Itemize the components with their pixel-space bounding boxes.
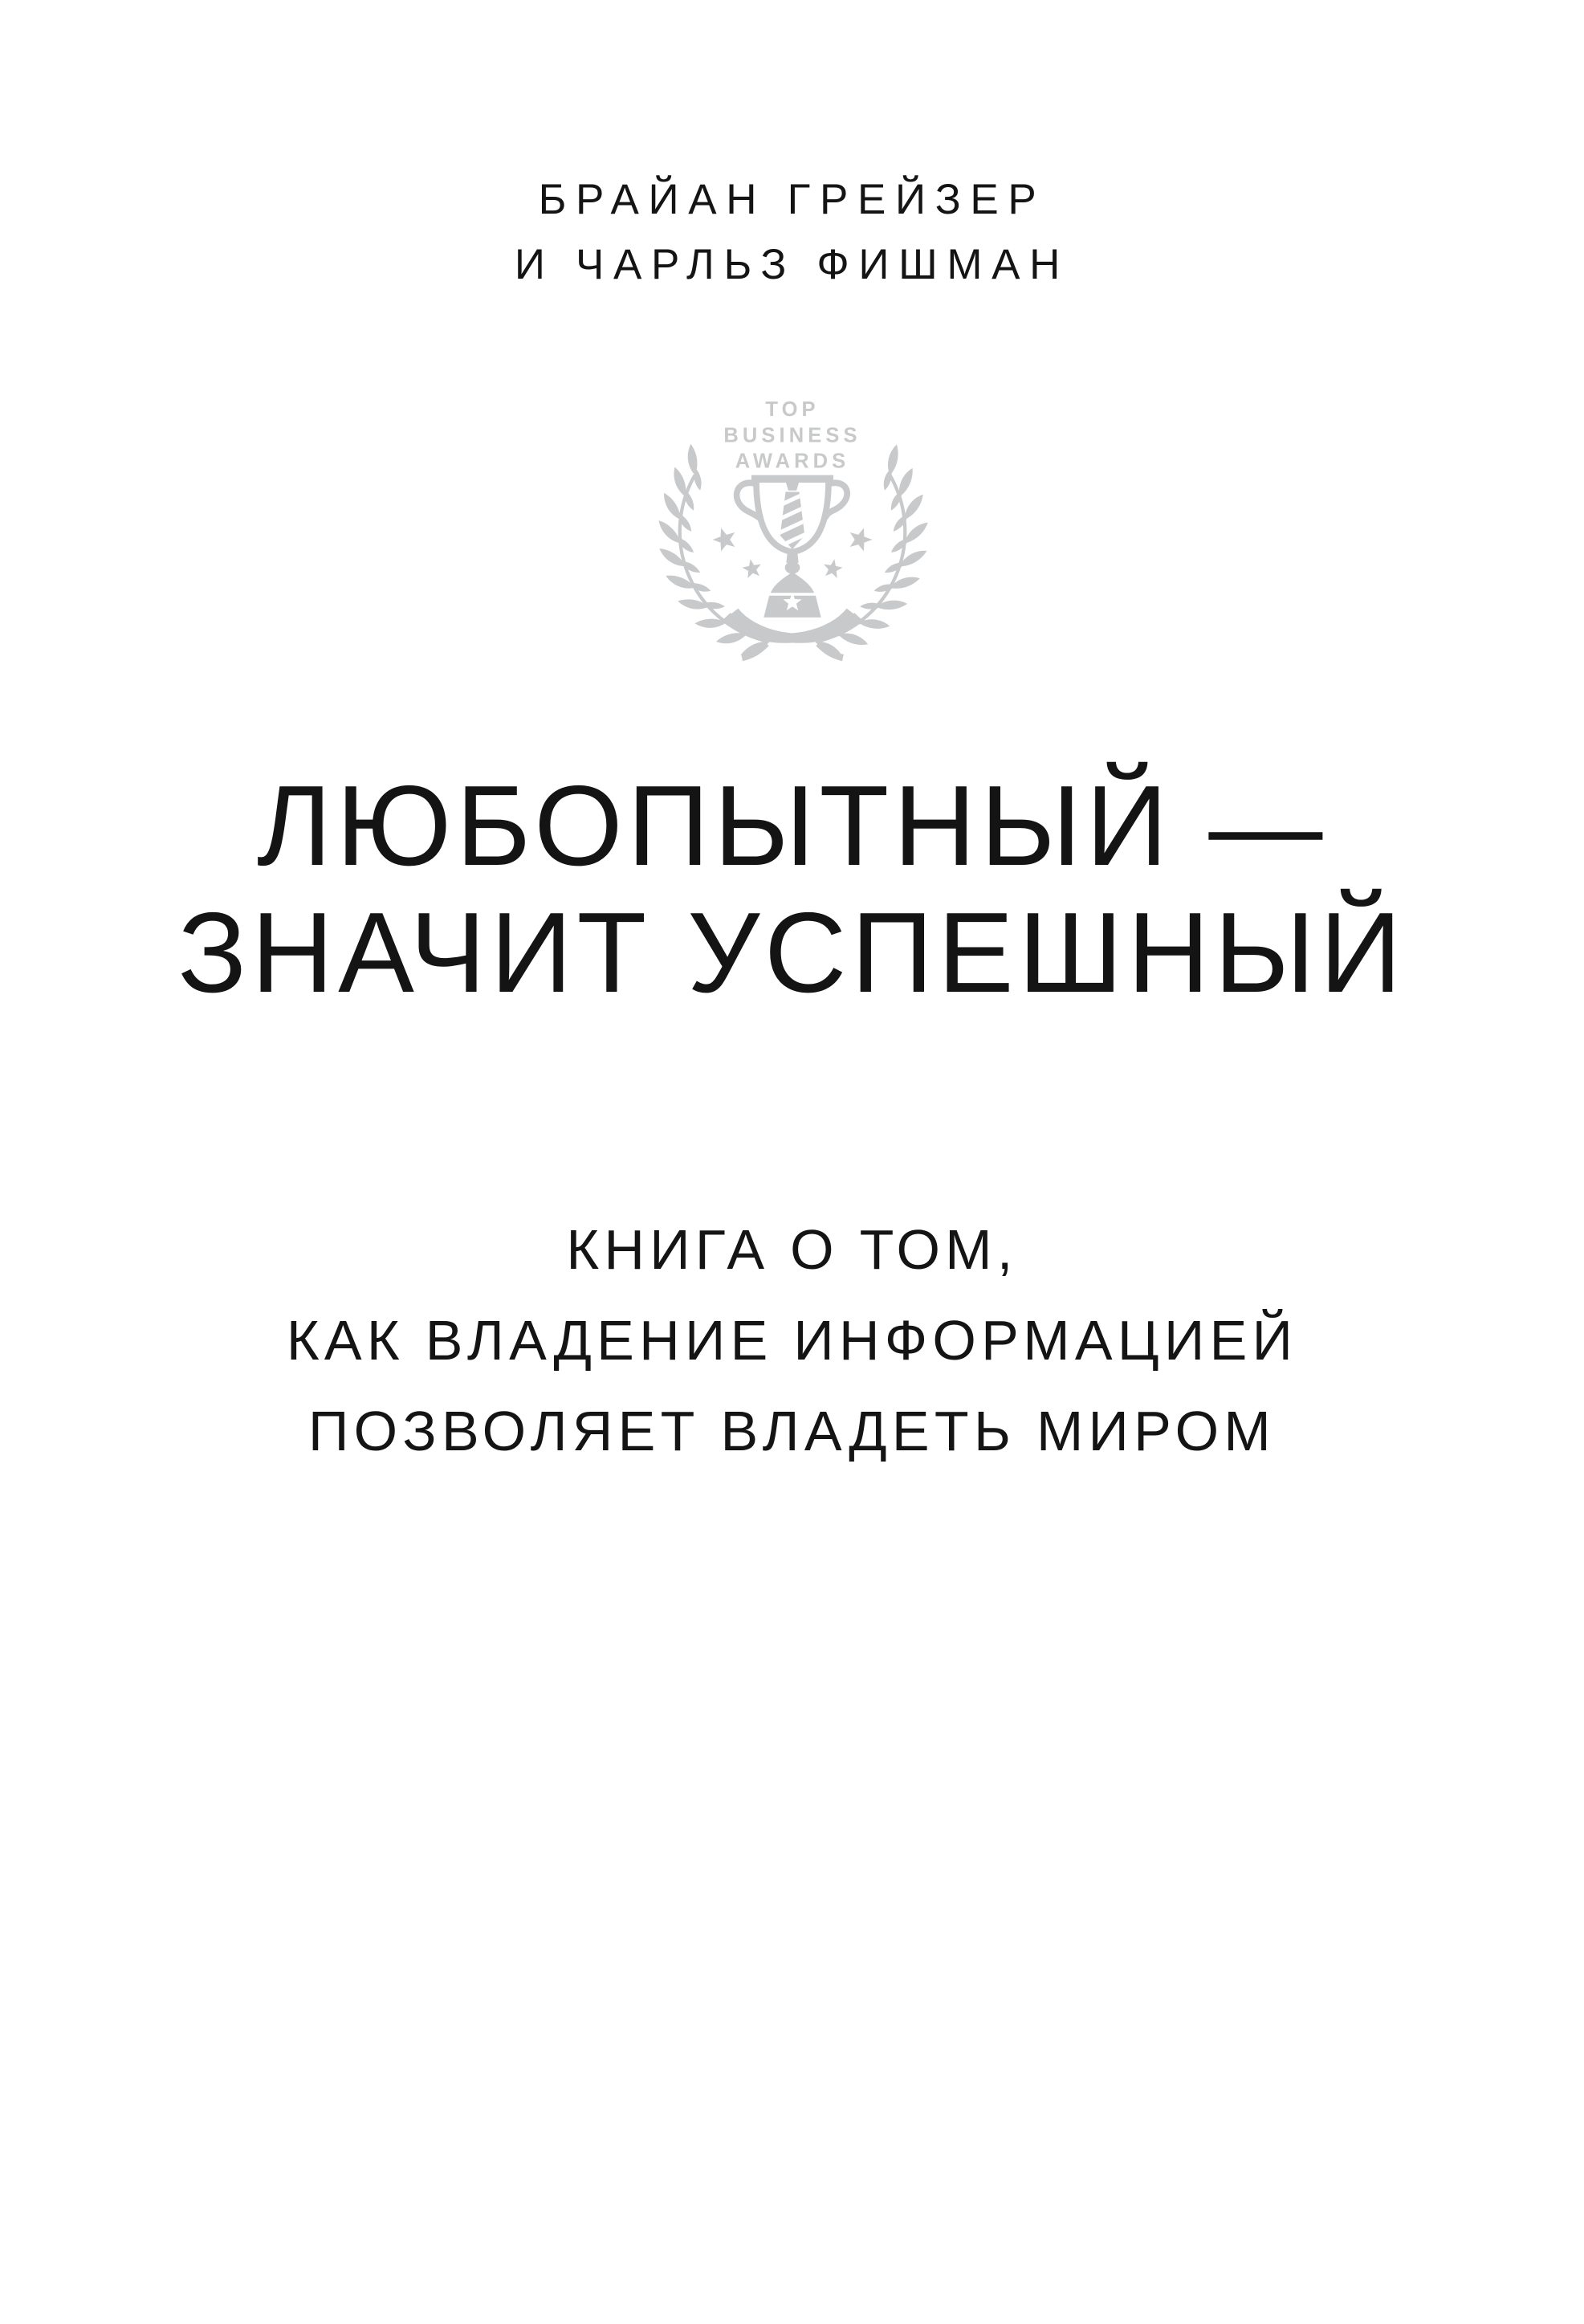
top-business-awards-logo xyxy=(656,376,929,663)
award-text-awards: AWARDS xyxy=(735,450,849,473)
title-line-1: ЛЮБОПЫТНЫЙ — xyxy=(256,762,1328,890)
award-text-business: BUSINESS xyxy=(723,424,861,447)
title-line-2: ЗНАЧИТ УСПЕШНЫЙ xyxy=(177,889,1407,1017)
award-text-top: TOP xyxy=(764,398,820,422)
award-emblem xyxy=(656,376,929,663)
book-subtitle xyxy=(0,1205,1584,1477)
authors-block xyxy=(0,167,1584,297)
trophy-icon xyxy=(736,477,847,618)
star-icon xyxy=(740,557,762,578)
book-title xyxy=(0,763,1584,1017)
star-icon xyxy=(845,524,874,552)
author-line-1: БРАЙАН ГРЕЙЗЕР xyxy=(538,176,1046,223)
subtitle-line-2: КАК ВЛАДЕНИЕ ИНФОРМАЦИЕЙ xyxy=(286,1309,1298,1372)
star-icon xyxy=(710,524,739,552)
star-icon xyxy=(821,557,843,578)
author-line-2: И ЧАРЛЬЗ ФИШМАН xyxy=(514,241,1070,288)
subtitle-line-3: ПОЗВОЛЯЕТ ВЛАДЕТЬ МИРОМ xyxy=(308,1400,1276,1462)
subtitle-line-1: КНИГА О ТОМ, xyxy=(566,1218,1018,1281)
